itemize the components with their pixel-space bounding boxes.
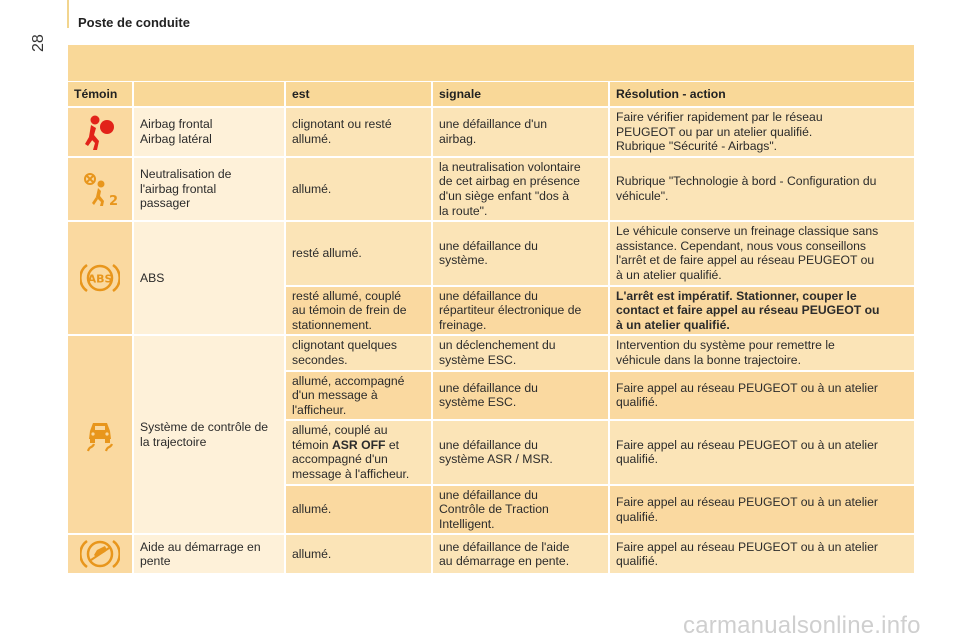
warning-icon-cell [68,157,133,221]
status-cell: resté allumé. [285,221,432,285]
indication-cell: une défaillance du Contrôle de Traction Intelligent. [432,485,609,535]
warning-light-name: ABS [133,221,285,335]
resolution-cell: Faire appel au réseau PEUGEOT ou à un atelier qualifié. [609,534,914,574]
table-row [68,157,914,221]
abs-icon [80,270,120,284]
warning-icon-cell [68,534,133,574]
column-header-signale: signale [432,82,609,107]
column-header-est: est [285,82,432,107]
warning-light-name: Airbag frontal Airbag latéral [133,107,285,157]
indication-cell: une défaillance d'un airbag. [432,107,609,157]
indication-cell: la neutralisation volontaire de cet airbag en présence d'un siège enfant "dos à la route". [432,157,609,221]
svg-text:ABS: ABS [87,272,113,286]
table-header-row [68,82,914,107]
status-cell: allumé, accompagné d'un message à l'afficheur. [285,371,432,421]
resolution-cell: L'arrêt est impératif. Stationner, couper le contact et faire appel au réseau PEUGEOT ou à un atelier qualifié. [609,286,914,336]
resolution-cell: Faire appel au réseau PEUGEOT ou à un atelier qualifié. [609,420,914,484]
column-header-resolution: Résolution - action [609,82,914,107]
status-cell: clignotant ou resté allumé. [285,107,432,157]
status-cell: allumé. [285,485,432,535]
indicator-name: ASR OFF [331,437,386,452]
hill-start-assist-icon [80,547,120,561]
watermark: carmanualsonline.info [683,612,921,639]
status-cell: allumé. [285,534,432,574]
indication-cell: une défaillance du répartiteur électronique de freinage. [432,286,609,336]
status-cell [285,420,432,484]
section-marker [67,0,69,28]
airbag-warning-icon [83,124,117,138]
stability-control-icon [83,427,117,441]
warning-icon-cell [68,221,133,335]
page-number: 28 [30,34,47,52]
passenger-airbag-off-icon [81,181,119,207]
table-row [68,534,914,574]
indication-cell: une défaillance du système. [432,221,609,285]
status-cell: clignotant quelques secondes. [285,335,432,370]
indication-cell: une défaillance du système ASR / MSR. [432,420,609,484]
warning-light-name: Aide au démarrage en pente [133,534,285,574]
table-top-band [68,45,914,81]
warning-icon-cell [68,335,133,534]
indication-cell: un déclenchement du système ESC. [432,335,609,370]
resolution-cell: Le véhicule conserve un freinage classique sans assistance. Cependant, nous vous conseillons l'arrêt et de faire appel au réseau PEUGEOT ou à un atelier qualifié. [609,221,914,285]
warning-light-name: Neutralisation de l'airbag frontal passager [133,157,285,221]
warning-lights-table [68,82,914,575]
resolution-cell: Faire appel au réseau PEUGEOT ou à un atelier qualifié. [609,485,914,535]
warning-light-name: Système de contrôle de la trajectoire [133,335,285,534]
resolution-cell: Faire vérifier rapidement par le réseau PEUGEOT ou par un atelier qualifié. Rubrique "Sécurité - Airbags". [609,107,914,157]
column-header-temoin: Témoin [68,82,133,107]
resolution-cell: Rubrique "Technologie à bord - Configuration du véhicule". [609,157,914,221]
section-title: Poste de conduite [78,15,190,30]
warning-icon-cell [68,107,133,157]
indication-cell: une défaillance de l'aide au démarrage en pente. [432,534,609,574]
svg-text:2: 2 [109,193,119,207]
status-text: et accompagné d'un message à l'afficheur. [292,437,410,482]
resolution-cell: Intervention du système pour remettre le véhicule dans la bonne trajectoire. [609,335,914,370]
indication-cell: une défaillance du système ESC. [432,371,609,421]
table-row [68,107,914,157]
table-row [68,335,914,370]
status-text: allumé, couplé au témoin [292,423,388,452]
table-row [68,221,914,285]
status-cell: allumé. [285,157,432,221]
column-header-name [133,82,285,107]
resolution-cell: Faire appel au réseau PEUGEOT ou à un atelier qualifié. [609,371,914,421]
table-body [68,107,914,574]
status-cell: resté allumé, couplé au témoin de frein de stationnement. [285,286,432,336]
